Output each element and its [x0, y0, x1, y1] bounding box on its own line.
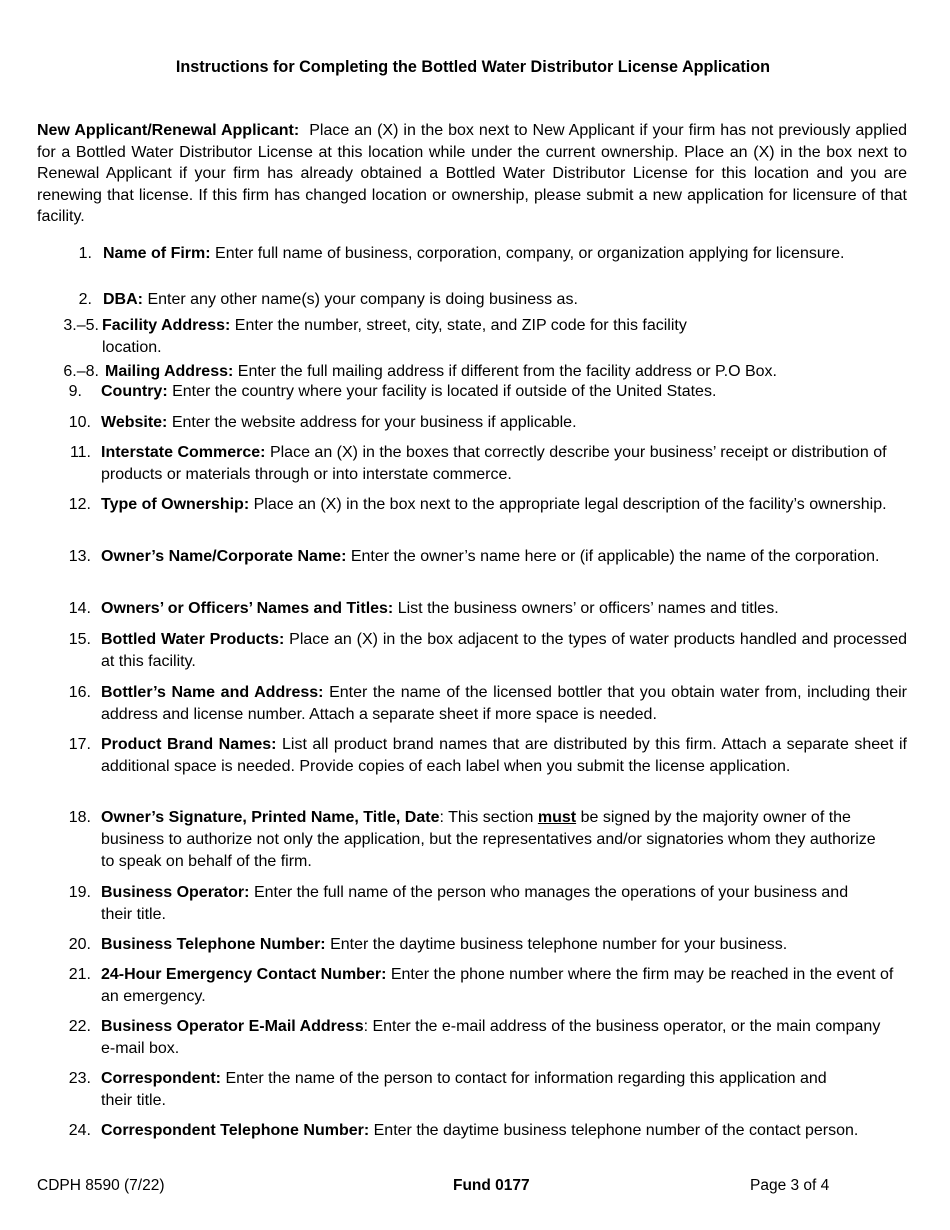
item-text: Enter the full mailing address if different from the facility address or P.O Box. — [237, 363, 777, 380]
item-label: Website: — [101, 414, 168, 431]
item-body — [103, 243, 863, 265]
item-body — [101, 442, 906, 486]
item-text: List all product brand names that are distributed by this firm. Attach a separate sheet if additional space is needed. Provide copies of each label when you submit the license application. — [101, 736, 907, 775]
item-body — [105, 361, 905, 383]
item-label: Correspondent Telephone Number: — [101, 1122, 370, 1139]
intro-text: Place an (X) in the box next to New Applicant if your firm has not previously applied for a Bottled Water Distributor License at this location while under the current ownership. Place an (X) in the box next to Renewal Applicant if your firm has already obtained a Bottled Water Distributor License for this location and you are renewing that license. If this firm has changed location or ownership, please submit a new application for licensure of that facility. — [37, 122, 908, 225]
item-number: 14. — [68, 600, 91, 617]
item-body — [102, 315, 732, 359]
item-text: Place an (X) in the box adjacent to the types of water products handled and processed at this facility. — [101, 631, 907, 670]
item-text-continued: be signed by the majority owner of the business to authorize not only the application, but the representatives and/or signatories whom they authorize to speak on behalf of the firm. — [101, 809, 876, 870]
item-body — [101, 734, 907, 778]
item-label: Owners’ or Officers’ Names and Titles: — [101, 600, 394, 617]
item-label: Type of Ownership: — [101, 496, 250, 513]
item-number: 21. — [68, 966, 91, 983]
item-number: 22. — [68, 1018, 91, 1035]
item-number: 12. — [68, 496, 91, 513]
item-body — [101, 964, 907, 1008]
item-label: Mailing Address: — [105, 363, 234, 380]
item-label: Interstate Commerce: — [101, 444, 266, 461]
intro-paragraph — [37, 120, 907, 228]
item-text: Enter the number, street, city, state, and ZIP code for this facility location. — [102, 317, 687, 356]
item-text: Enter the name of the licensed bottler that you obtain water from, including their address and license number. Attach a separate sheet if more space is needed. — [101, 684, 908, 723]
item-number: 16. — [68, 684, 91, 701]
item-number: 24. — [68, 1122, 91, 1139]
item-label: Product Brand Names: — [101, 736, 277, 753]
item-number: 1. — [78, 245, 92, 262]
item-body — [101, 629, 907, 673]
item-number: 10. — [68, 414, 91, 431]
item-text: Enter the full name of the person who manages the operations of your business and their title. — [101, 884, 849, 923]
item-body — [101, 682, 907, 726]
item-body — [101, 1120, 881, 1142]
item-text: Enter the daytime business telephone number for your business. — [330, 936, 788, 953]
item-number: 6.–8. — [63, 363, 99, 380]
item-number: 18. — [68, 809, 91, 826]
item-text: Place an (X) in the boxes that correctly describe your business’ receipt or distribution of products or materials through or into interstate commerce. — [101, 444, 887, 483]
item-body — [101, 381, 911, 403]
item-text: Enter the country where your facility is located if outside of the United States. — [172, 383, 717, 400]
item-label: Business Telephone Number: — [101, 936, 326, 953]
item-label: Bottled Water Products: — [101, 631, 285, 648]
item-number: 15. — [68, 631, 91, 648]
footer-fund: Fund 0177 — [453, 1177, 530, 1194]
item-text: Enter any other name(s) your company is doing business as. — [147, 291, 578, 308]
item-number: 3.–5. — [63, 317, 99, 334]
intro-label: New Applicant/Renewal Applicant: — [37, 122, 300, 139]
item-body — [101, 934, 911, 956]
item-text: Enter the name of the person to contact for information regarding this application and their title. — [101, 1070, 827, 1109]
item-text: : Enter the e-mail address of the business operator, or the main company e-mail box. — [101, 1018, 881, 1057]
item-text: Place an (X) in the box next to the appropriate legal description of the facility’s ownership. — [253, 496, 887, 513]
item-label: DBA: — [103, 291, 143, 308]
item-label: Bottler’s Name and Address: — [101, 684, 324, 701]
item-text: Enter the daytime business telephone number of the contact person. — [373, 1122, 859, 1139]
item-label: Facility Address: — [102, 317, 231, 334]
item-number: 23. — [68, 1070, 91, 1087]
item-number: 17. — [68, 736, 91, 753]
item-emphasis: must — [537, 809, 577, 826]
footer-page-number: Page 3 of 4 — [750, 1177, 830, 1194]
item-body — [101, 598, 911, 620]
item-number: 2. — [78, 291, 92, 308]
item-label: Name of Firm: — [103, 245, 211, 262]
item-body — [101, 1068, 841, 1112]
item-text: : This section — [439, 809, 534, 826]
item-body — [101, 1016, 891, 1060]
item-body — [101, 412, 911, 434]
item-label: Owner’s Signature, Printed Name, Title, Date — [101, 809, 440, 826]
item-label: Business Operator: — [101, 884, 250, 901]
item-number: 13. — [68, 548, 91, 565]
item-number: 9. — [68, 383, 82, 400]
item-body — [101, 546, 909, 568]
item-text: Enter the phone number where the firm may be reached in the event of an emergency. — [101, 966, 894, 1005]
item-number: 19. — [68, 884, 91, 901]
item-body — [101, 882, 881, 926]
item-number: 11. — [69, 444, 91, 461]
item-text: List the business owners’ or officers’ names and titles. — [397, 600, 779, 617]
item-text: Enter the owner’s name here or (if applicable) the name of the corporation. — [350, 548, 880, 565]
item-text: Enter full name of business, corporation, company, or organization applying for licensure. — [215, 245, 845, 262]
item-number: 20. — [68, 936, 91, 953]
item-label: 24-Hour Emergency Contact Number: — [101, 966, 387, 983]
item-label: Business Operator E-Mail Address — [101, 1018, 364, 1035]
item-text: Enter the website address for your business if applicable. — [171, 414, 577, 431]
item-body — [101, 494, 891, 516]
page-title: Instructions for Completing the Bottled Water Distributor License Application — [175, 58, 771, 76]
item-label: Owner’s Name/Corporate Name: — [101, 548, 347, 565]
item-body — [103, 289, 893, 311]
item-label: Country: — [101, 383, 168, 400]
item-label: Correspondent: — [101, 1070, 221, 1087]
item-body — [101, 807, 881, 873]
footer-form-id: CDPH 8590 (7/22) — [37, 1177, 165, 1194]
